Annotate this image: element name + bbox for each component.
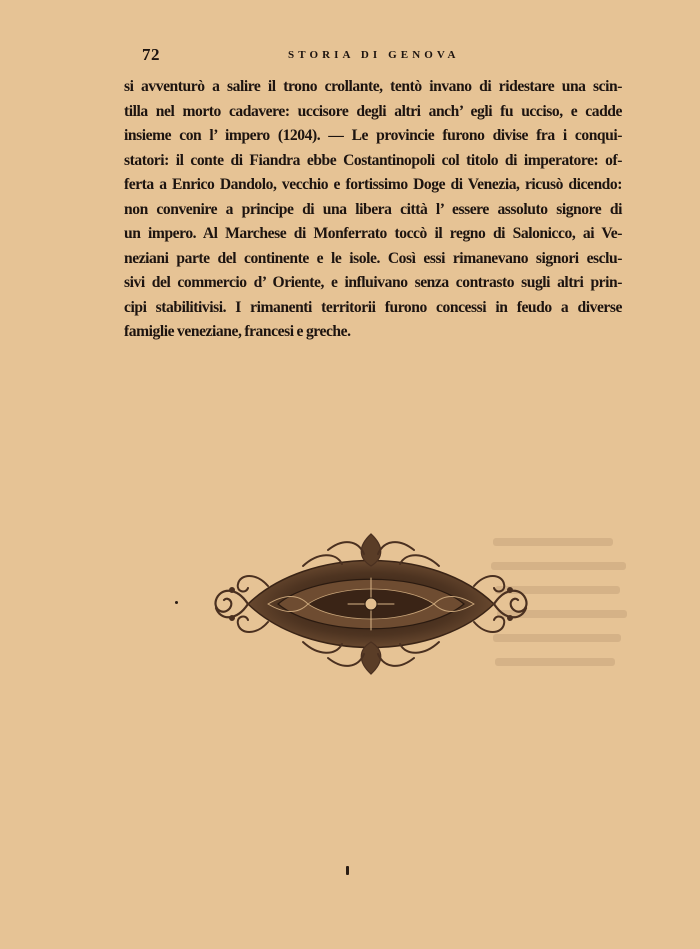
text-line: cipi stabilitivisi. I rimanenti territorii furono concessi in feudo a diverse bbox=[124, 298, 622, 316]
page-number: 72 bbox=[142, 45, 160, 64]
text-line: famiglie veneziane, francesi e greche. bbox=[124, 323, 351, 340]
text-line: si avventurò a salire il trono crollante, tentò invano di ridestare una scin- bbox=[124, 78, 622, 95]
body-paragraph bbox=[124, 75, 622, 345]
text-line: ferta a Enrico Dandolo, vecchio e fortissimo Doge di Venezia, ricusò dicendo: bbox=[124, 176, 622, 193]
text-line: insieme con l’ impero (1204). — Le provincie furono divise fra i conqui- bbox=[124, 127, 622, 144]
text-line: statori: il conte di Fiandra ebbe Costantinopoli col titolo di imperatore: of- bbox=[124, 151, 622, 169]
text-line: tilla nel morto cadavere: uccisore degli altri anch’ egli fu ucciso, e cadde bbox=[124, 102, 622, 120]
text-line: non convenire a principe di una libera città l’ essere assoluto signore di bbox=[124, 200, 622, 218]
text-line: sivi del commercio d’ Oriente, e influivano senza contrasto sugli altri prin- bbox=[124, 274, 622, 291]
page-header bbox=[140, 45, 622, 67]
stray-ink-dot bbox=[175, 601, 178, 604]
floral-tailpiece-icon bbox=[208, 526, 534, 682]
signature-mark bbox=[346, 866, 349, 875]
running-title: STORIA DI GENOVA bbox=[288, 49, 460, 61]
text-line: un impero. Al Marchese di Monferrato toccò il regno di Salonicco, ai Ve- bbox=[124, 225, 622, 242]
text-line: neziani parte del continente e le isole. Così essi rimanevano signori esclu- bbox=[124, 249, 622, 267]
